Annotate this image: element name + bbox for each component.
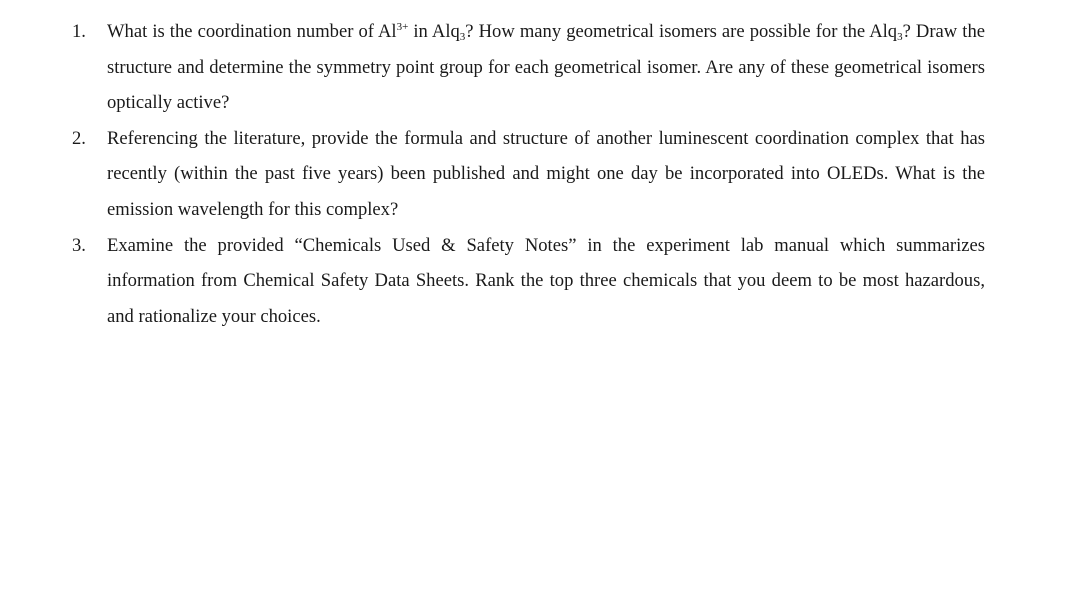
question-text: Referencing the literature, provide the formula and structure of another luminescent coordination complex that has recently (within the past five years) been published and might one day be incorporated into OLEDs. What is the emission wavelength for this complex? (107, 127, 985, 220)
question-2 (0, 121, 985, 228)
question-list (0, 14, 1068, 334)
charge-superscript: 3+ (396, 21, 409, 33)
text-segment: What is the coordination number of Al (107, 21, 397, 42)
question-number: 2. (72, 127, 86, 149)
question-3 (0, 228, 985, 335)
question-number: 1. (72, 21, 86, 42)
question-text: Examine the provided “Chemicals Used & Safety Notes” in the experiment lab manual which summarizes information from Chemical Safety Data Sheets. Rank the top three chemicals that you deem to be most hazardous, and rationalize your choices. (107, 234, 985, 327)
text-segment: in Alq (408, 21, 460, 42)
question-1 (0, 14, 985, 121)
question-text (107, 21, 985, 113)
question-number: 3. (72, 234, 86, 256)
text-segment: ? How many geometrical isomers are possible for the Alq (465, 21, 898, 42)
text-segment: ? Draw the structure and determine the symmetry point group for each geometrical isomer. Are any of these geometrical isomers optically active? (107, 21, 986, 114)
subscript: 3 (459, 31, 466, 43)
subscript: 3 (897, 31, 903, 43)
